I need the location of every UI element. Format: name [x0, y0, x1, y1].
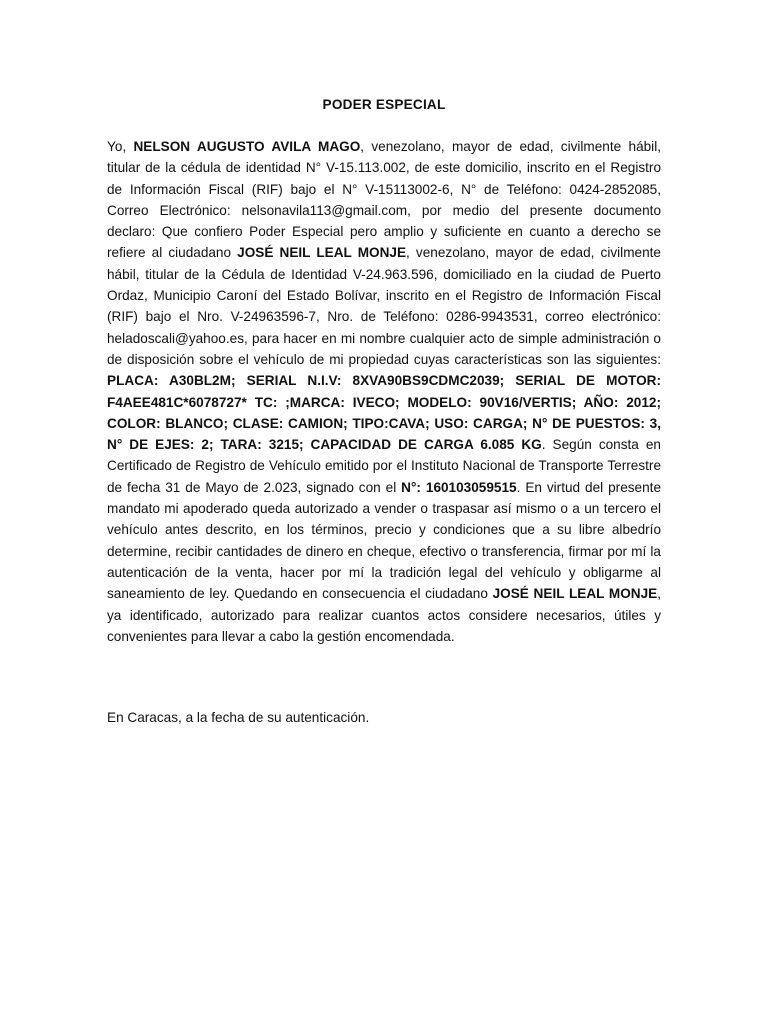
text-run: , venezolano, mayor de edad, civilmente hábil, titular de la cédula de identidad N° V-15.113.002, de este domicilio, inscrito en el Registro de Información Fiscal (RIF) bajo el N° V-15113002-6, N° de Teléfono: 0424-2852085, Correo Electrónico: nelsonavila113@gmail.com, por medio del presente documento declaro: Que confiero Poder Especial pero amplio y suficiente en cuanto a derecho se refiere al ciudadano: [107, 139, 662, 261]
agent-name-repeat: JOSÉ NEIL LEAL MONJE: [492, 586, 658, 602]
document-title: PODER ESPECIAL: [322, 97, 446, 112]
text-run: , venezolano, mayor de edad, civilmente hábil, titular de la Cédula de Identidad V-24.963.596, domiciliado en la ciudad de Puerto Ordaz, Municipio Caroní del Estado Bolívar, inscrito en el Registro de Información Fiscal (RIF) bajo el Nro. V-24963596-7, Nro. de Teléfono: 0286-9943531, correo electrónico: heladoscali@yahoo.es, para hacer en mi nombre cualquier acto de simple administración o de disposición sobre el vehículo de mi propiedad cuyas características son las siguientes:: [107, 245, 661, 367]
certificate-number: N°: 160103059515: [401, 479, 517, 495]
document-closing: En Caracas, a la fecha de su autenticación.: [107, 710, 370, 725]
principal-name: NELSON AUGUSTO AVILA MAGO: [133, 139, 361, 154]
text-run: Yo,: [107, 139, 134, 154]
agent-name: JOSÉ NEIL LEAL MONJE: [237, 245, 407, 261]
text-run: . En virtud del presente mandato mi apoderado queda autorizado a vender o traspasar así mismo o a un tercero el vehículo antes descrito, en los términos, precio y condiciones que a su libre albedrío determine, recibir cantidades de dinero en cheque, efectivo o transferencia, firmar por mí la autenticación de la venta, hacer por mí la tradición legal del vehículo y obligarme al saneamiento de ley. Quedando en consecuencia el ciudadano: [107, 479, 662, 602]
text-run: . Según consta en Certificado de Registro de Vehículo emitido por el Instituto Nacional de Transporte Terrestre de fecha 31 de Mayo de 2.023, signado con el: [107, 437, 661, 495]
document-body-paragraph: [107, 136, 661, 647]
vehicle-details: PLACA: A30BL2M; SERIAL N.I.V: 8XVA90BS9CDMC2039; SERIAL DE MOTOR: F4AEE481C*6078727* TC: ;MARCA: IVECO; MODELO: 90V16/VERTIS; AÑO: 2012; COLOR: BLANCO; CLASE: CAMION; TIPO:CAVA; USO: CARGA; N° DE PUESTOS: 3, N° DE EJES: 2; TARA: 3215; CAPACIDAD DE CARGA 6.085 KG: [107, 373, 661, 453]
text-run: , ya identificado, autorizado para realizar cuantos actos considere necesarios, útiles y convenientes para llevar a cabo la gestión encomendada.: [107, 586, 662, 644]
